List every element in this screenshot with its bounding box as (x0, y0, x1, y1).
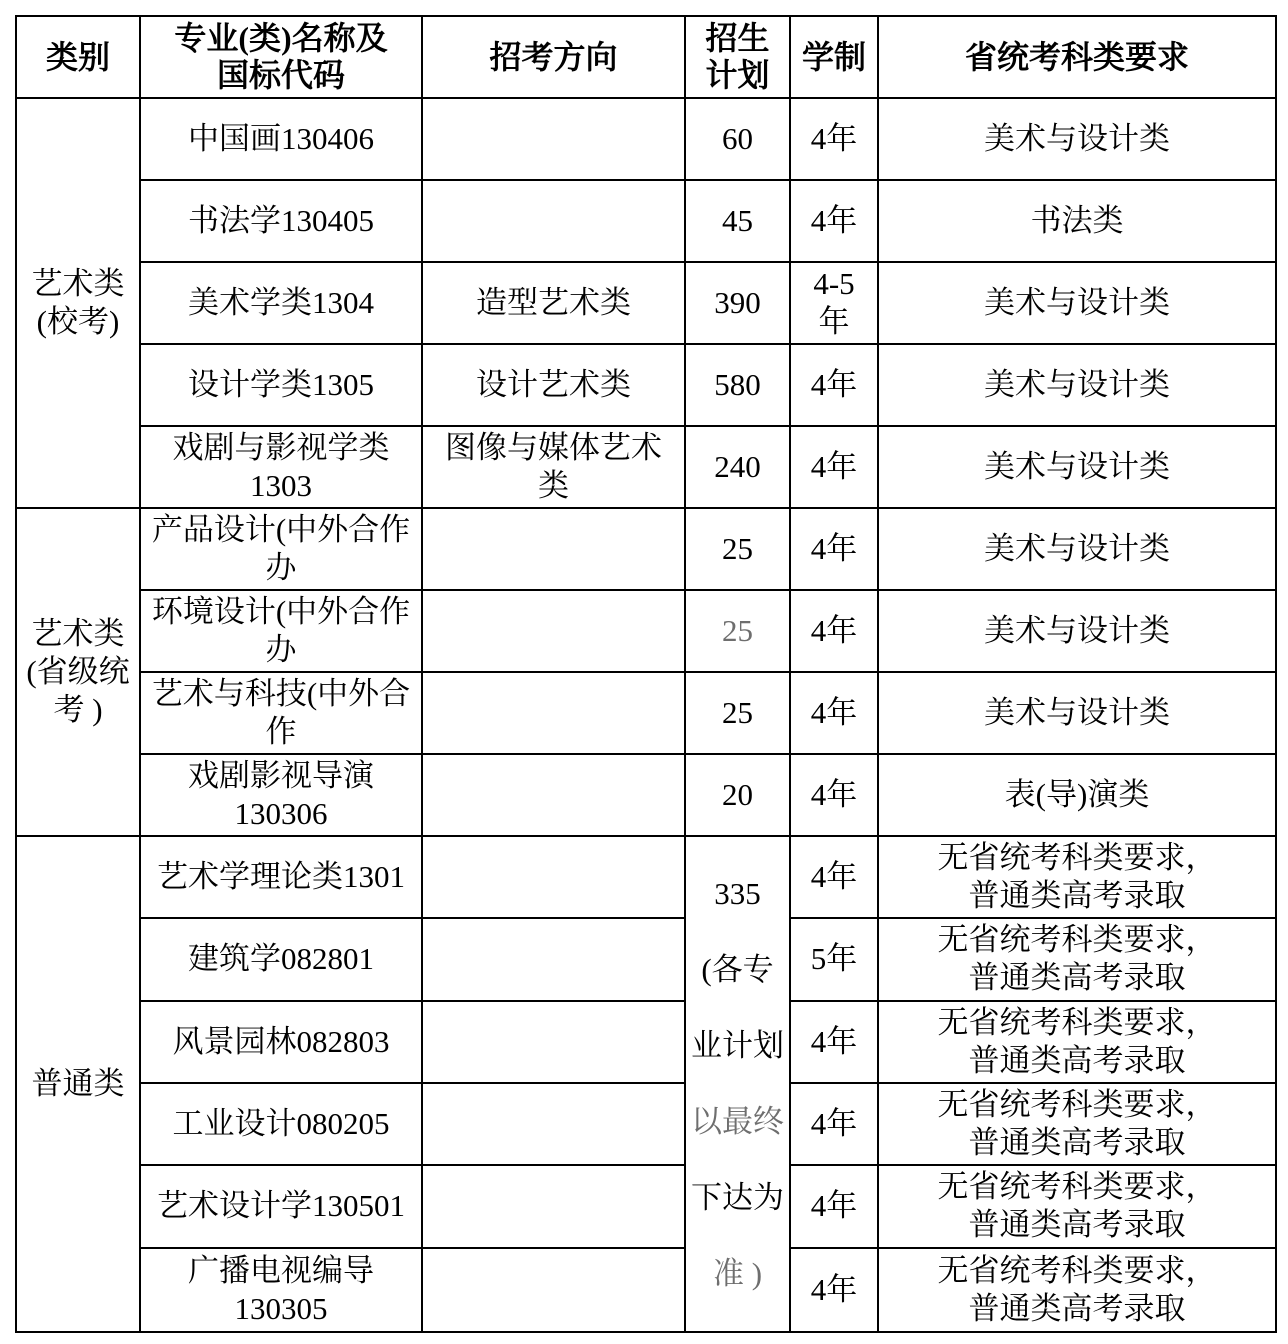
duration-cell: 4年 (790, 426, 878, 508)
plan-note-cell (685, 836, 790, 1332)
table-row (16, 1083, 1276, 1165)
major-cell: 建筑学082801 (140, 918, 422, 1000)
requirement-cell: 表(导)演类 (878, 754, 1276, 836)
category-cell: 艺术类 (校考) (16, 98, 140, 508)
plan-cell: 60 (685, 98, 790, 180)
category-cell: 艺术类 (省级统 考 ) (16, 508, 140, 836)
plan-cell: 580 (685, 344, 790, 426)
direction-cell (422, 1165, 685, 1247)
plan-cell: 25 (685, 672, 790, 754)
plan-cell: 25 (685, 508, 790, 590)
table-row (16, 1165, 1276, 1247)
header-major: 专业(类)名称及 国标代码 (140, 16, 422, 98)
major-cell: 产品设计(中外合作 办 (140, 508, 422, 590)
major-cell: 戏剧与影视学类 1303 (140, 426, 422, 508)
major-cell: 戏剧影视导演 130306 (140, 754, 422, 836)
duration-cell: 5年 (790, 918, 878, 1000)
table-body (16, 98, 1276, 1332)
plan-cell: 25 (685, 590, 790, 672)
requirement-cell: 美术与设计类 (878, 98, 1276, 180)
table-row (16, 1248, 1276, 1332)
table-row (16, 98, 1276, 180)
table-row (16, 836, 1276, 918)
requirement-cell: 美术与设计类 (878, 508, 1276, 590)
admission-plan-table (15, 15, 1277, 1333)
category-cell: 普通类 (16, 836, 140, 1332)
requirement-cell: 无省统考科类要求， 普通类高考录取 (878, 1083, 1276, 1165)
table-row (16, 344, 1276, 426)
direction-cell (422, 1248, 685, 1332)
major-cell: 广播电视编导 130305 (140, 1248, 422, 1332)
direction-cell (422, 508, 685, 590)
major-cell: 工业设计080205 (140, 1083, 422, 1165)
table-row (16, 918, 1276, 1000)
plan-note-line: (各专 (701, 952, 774, 987)
direction-cell: 设计艺术类 (422, 344, 685, 426)
plan-note-line: 335 (714, 876, 761, 911)
direction-cell (422, 180, 685, 262)
plan-cell: 390 (685, 262, 790, 344)
duration-cell: 4年 (790, 590, 878, 672)
requirement-cell: 美术与设计类 (878, 672, 1276, 754)
plan-note-line: 业计划 (691, 1028, 784, 1063)
duration-cell: 4年 (790, 836, 878, 918)
major-cell: 风景园林082803 (140, 1001, 422, 1083)
duration-cell: 4年 (790, 344, 878, 426)
major-cell: 美术学类1304 (140, 262, 422, 344)
plan-note-line: 以最终 (691, 1104, 784, 1139)
direction-cell (422, 1001, 685, 1083)
table-row (16, 1001, 1276, 1083)
direction-cell (422, 672, 685, 754)
table-row (16, 672, 1276, 754)
table-header (16, 16, 1276, 98)
requirement-cell: 美术与设计类 (878, 590, 1276, 672)
direction-cell (422, 98, 685, 180)
requirement-cell: 无省统考科类要求， 普通类高考录取 (878, 918, 1276, 1000)
duration-cell: 4年 (790, 98, 878, 180)
duration-cell: 4-5 年 (790, 262, 878, 344)
duration-cell: 4年 (790, 180, 878, 262)
plan-note-line: 下达为 (691, 1180, 784, 1215)
major-cell: 书法学130405 (140, 180, 422, 262)
direction-cell (422, 1083, 685, 1165)
header-requirement: 省统考科类要求 (878, 16, 1276, 98)
table-row (16, 754, 1276, 836)
requirement-cell: 美术与设计类 (878, 426, 1276, 508)
table-row (16, 508, 1276, 590)
requirement-cell: 无省统考科类要求， 普通类高考录取 (878, 1165, 1276, 1247)
direction-cell: 图像与媒体艺术 类 (422, 426, 685, 508)
requirement-cell: 无省统考科类要求， 普通类高考录取 (878, 836, 1276, 918)
duration-cell: 4年 (790, 1001, 878, 1083)
direction-cell (422, 590, 685, 672)
table-row (16, 426, 1276, 508)
duration-cell: 4年 (790, 1083, 878, 1165)
direction-cell (422, 918, 685, 1000)
major-cell: 艺术与科技(中外合 作 (140, 672, 422, 754)
direction-cell (422, 836, 685, 918)
direction-cell (422, 754, 685, 836)
header-plan: 招生 计划 (685, 16, 790, 98)
table-row (16, 262, 1276, 344)
header-direction: 招考方向 (422, 16, 685, 98)
major-cell: 设计学类1305 (140, 344, 422, 426)
header-duration: 学制 (790, 16, 878, 98)
requirement-cell: 无省统考科类要求， 普通类高考录取 (878, 1248, 1276, 1332)
duration-cell: 4年 (790, 1248, 878, 1332)
duration-cell: 4年 (790, 508, 878, 590)
major-cell: 艺术学理论类1301 (140, 836, 422, 918)
major-cell: 艺术设计学130501 (140, 1165, 422, 1247)
header-row (16, 16, 1276, 98)
requirement-cell: 无省统考科类要求， 普通类高考录取 (878, 1001, 1276, 1083)
plan-cell: 240 (685, 426, 790, 508)
plan-cell: 20 (685, 754, 790, 836)
duration-cell: 4年 (790, 1165, 878, 1247)
duration-cell: 4年 (790, 754, 878, 836)
requirement-cell: 美术与设计类 (878, 344, 1276, 426)
major-cell: 环境设计(中外合作 办 (140, 590, 422, 672)
table-row (16, 590, 1276, 672)
duration-cell: 4年 (790, 672, 878, 754)
major-cell: 中国画130406 (140, 98, 422, 180)
direction-cell: 造型艺术类 (422, 262, 685, 344)
requirement-cell: 书法类 (878, 180, 1276, 262)
plan-note-line: 准 ) (712, 1256, 763, 1291)
plan-cell: 45 (685, 180, 790, 262)
header-category: 类别 (16, 16, 140, 98)
table-row (16, 180, 1276, 262)
requirement-cell: 美术与设计类 (878, 262, 1276, 344)
